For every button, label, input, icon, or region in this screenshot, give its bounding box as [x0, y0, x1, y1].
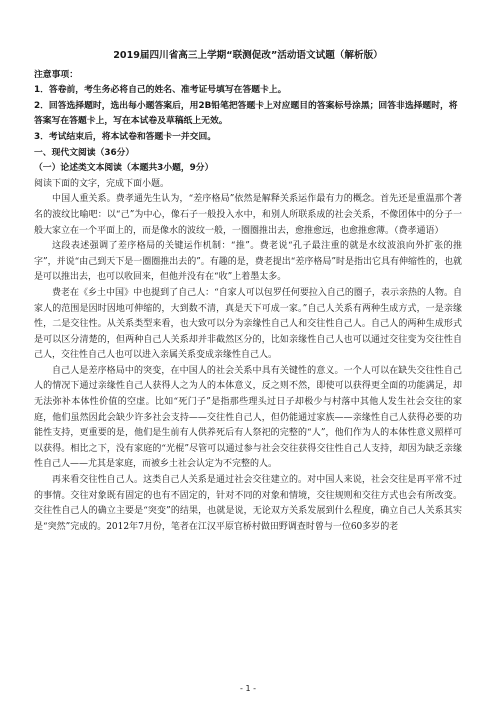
passage-paragraph-2: 这段表述强调了差序格局的关键运作机制：“推”。费老说“孔子最注重的就是水纹波浪向外扩张的推字”，并说“由己到天下是一圈圈推出去的”。有趣的是，费老提出“差序格局”时是指出它具有伸缩性的，也就是可以推出去，也可以收回来，但他并没有在“收”上着墨太多。	[34, 241, 463, 283]
document-title: 2019届四川省高三上学期“联测促改”活动语文试题（解析版）	[113, 50, 383, 61]
notice-item-2: 2．回答选择题时，选出每小题答案后，用2B铅笔把答题卡上对应题目的答案标号涂黑；回答非选择题时，将答案写在答题卡上，写在本试卷及草稿纸上无效。	[34, 100, 458, 127]
passage-paragraph-1: 中国人重关系。费孝通先生认为，“差序格局”依然是解释关系运作最有力的概念。首先还是重温那个著名的波纹比喻吧：以“己”为中心，像石子一般投入水中，和别人所联系成的社会关系，不像团体中的分子一般大家立在一个平面上的，而是像水的波纹一般，一圈圈推出去，愈推愈远，也愈推愈薄。（费孝通语）	[34, 194, 462, 236]
passage-paragraph-5: 再来看交往性自己人。这类自己人关系是通过社会交往建立的。对中国人来说，社会交往是再平常不过的事情。交往对象既有固定的也有不固定的，针对不同的对象和情境，交往规则和交往方式也会有所改变。交往性自己人的确立主要是“突变”的结果，也就是说，无论双方关系发展到什么程度，确立自己人关系其实是“突然”完成的。2012年7月份，笔者在江汉平原官桥村做田野调查时曾与一位60多岁的老	[34, 475, 462, 532]
subsection-heading: （一）论述类文本阅读（本题共3小题，9分）	[34, 163, 214, 174]
document-page	[34, 48, 462, 535]
page-number: - 1 -	[240, 684, 256, 693]
notice-item-1: 1．答卷前，考生务必将自己的姓名、准考证号填写在答题卡上。	[34, 85, 287, 96]
notice-heading: 注意事项：	[34, 69, 78, 80]
notice-item-3: 3．考试结束后，将本试卷和答题卡一并交回。	[34, 131, 217, 142]
reading-instruction: 阅读下面的文字，完成下面小题。	[34, 178, 170, 189]
passage-paragraph-4: 自己人是差序格局中的突变，在中国人的社会关系中具有关键性的意义。一个人可以在缺失交往性自己人的情况下通过亲缘性自己人获得人之为人的本体意义，反之则不然，即使可以获得更全面的功能满足，却无法弥补本体性价值的空虚。比如“死门子”是指那些理头过日子却极少与村落中其他人发生社会交往的家庭，他们虽然因此会缺少许多社会支持——交往性自己人，但仍能通过家族——亲缘性自己人获得必要的功能性支持，更重要的是，他们是生前有人供养死后有人祭祀的完整的“人”，他们作为人的本体性意义照样可以获得。相比之下，没有家庭的“光棍”尽管可以通过参与社会交往获得交往性自己人支持，却因为缺乏亲缘性自己人——尤其是家庭，而被乡土社会认定为不完整的人。	[34, 365, 462, 470]
section-heading: 一、现代文阅读（36分）	[34, 147, 135, 158]
passage-paragraph-3: 费老在《乡土中国》中也提到了自己人：“自家人可以包罗任何要拉入自己的圈子，表示亲热的人物。自家人的范围是因时因地可伸缩的，大到数不清，真是天下可成一家。”自己人关系有两种生成方式，一是亲缘性，二是交往性。从关系类型来看，也大致可以分为亲缘性自己人和交往性自己人。自己人的两种生成形式是可以区分清楚的，但两种自己人关系却并非截然区分的，比如亲缘性自己人也可以通过交往变为交往性自己人，交往性自己人也可以进入亲属关系变成亲缘性自己人。	[34, 287, 462, 361]
